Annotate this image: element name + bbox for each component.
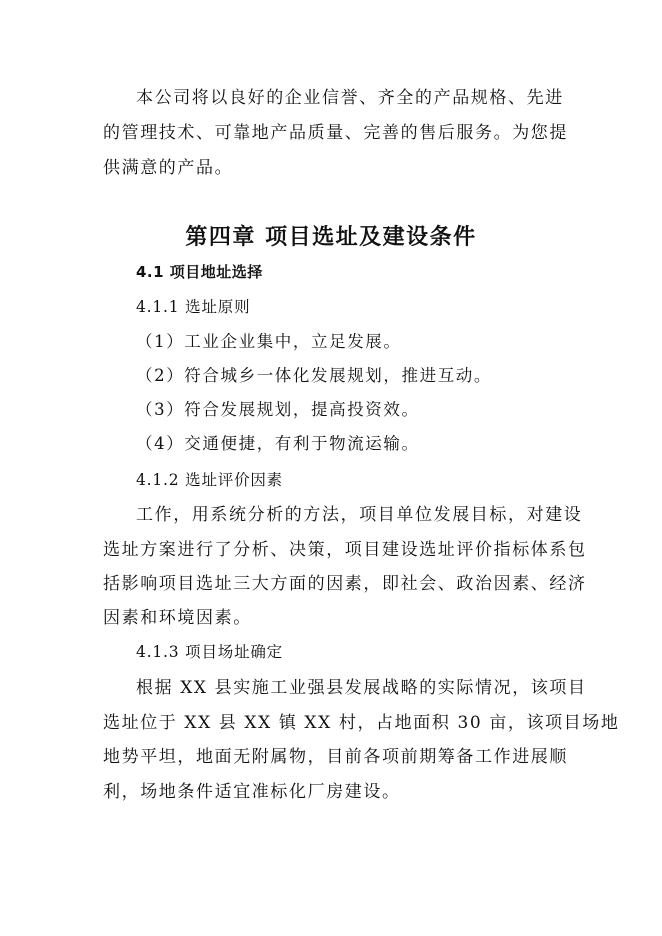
subsection-1-title: 4.1.1 选址原则 [136,298,251,316]
chapter-title: 第四章 项目选址及建设条件 [185,225,477,250]
evaluation-line-3: 括影响项目选址三大方面的因素，即社会、政治因素、经济 [103,574,587,594]
intro-line-3: 供满意的产品。 [103,158,234,178]
site-line-3: 地势平坦，地面无附属物，目前各项前期筹备工作进展顺 [103,747,568,767]
evaluation-line-1: 工作，用系统分析的方法，项目单位发展目标，对建设 [136,505,583,525]
principle-item-2: （2）符合城乡一体化发展规划，推进互动。 [136,366,492,385]
site-line-2: 选址位于 XX 县 XX 镇 XX 村，占地面积 30 亩，该项目场地 [103,713,620,733]
evaluation-line-2: 选址方案进行了分析、决策，项目建设选址评价指标体系包 [103,540,587,560]
intro-line-2: 的管理技术、可靠地产品质量、完善的售后服务。为您提 [103,123,568,143]
subsection-2-title: 4.1.2 选址评价因素 [136,471,283,489]
principle-item-4: （4）交通便捷，有利于物流运输。 [136,434,420,453]
evaluation-line-4: 因素和环境因素。 [103,608,252,628]
section-title: 4.1 项目地址选择 [136,263,263,281]
site-line-4: 利，场地条件适宜准标化厂房建设。 [103,782,401,802]
intro-line-1: 本公司将以良好的企业信誉、齐全的产品规格、先进 [136,88,564,108]
subsection-3-title: 4.1.3 项目场址确定 [136,643,283,661]
site-line-1: 根据 XX 县实施工业强县发展战略的实际情况，该项目 [136,678,587,698]
principle-item-3: （3）符合发展规划，提高投资效。 [136,400,420,419]
principle-item-1: （1）工业企业集中，立足发展。 [136,332,402,351]
